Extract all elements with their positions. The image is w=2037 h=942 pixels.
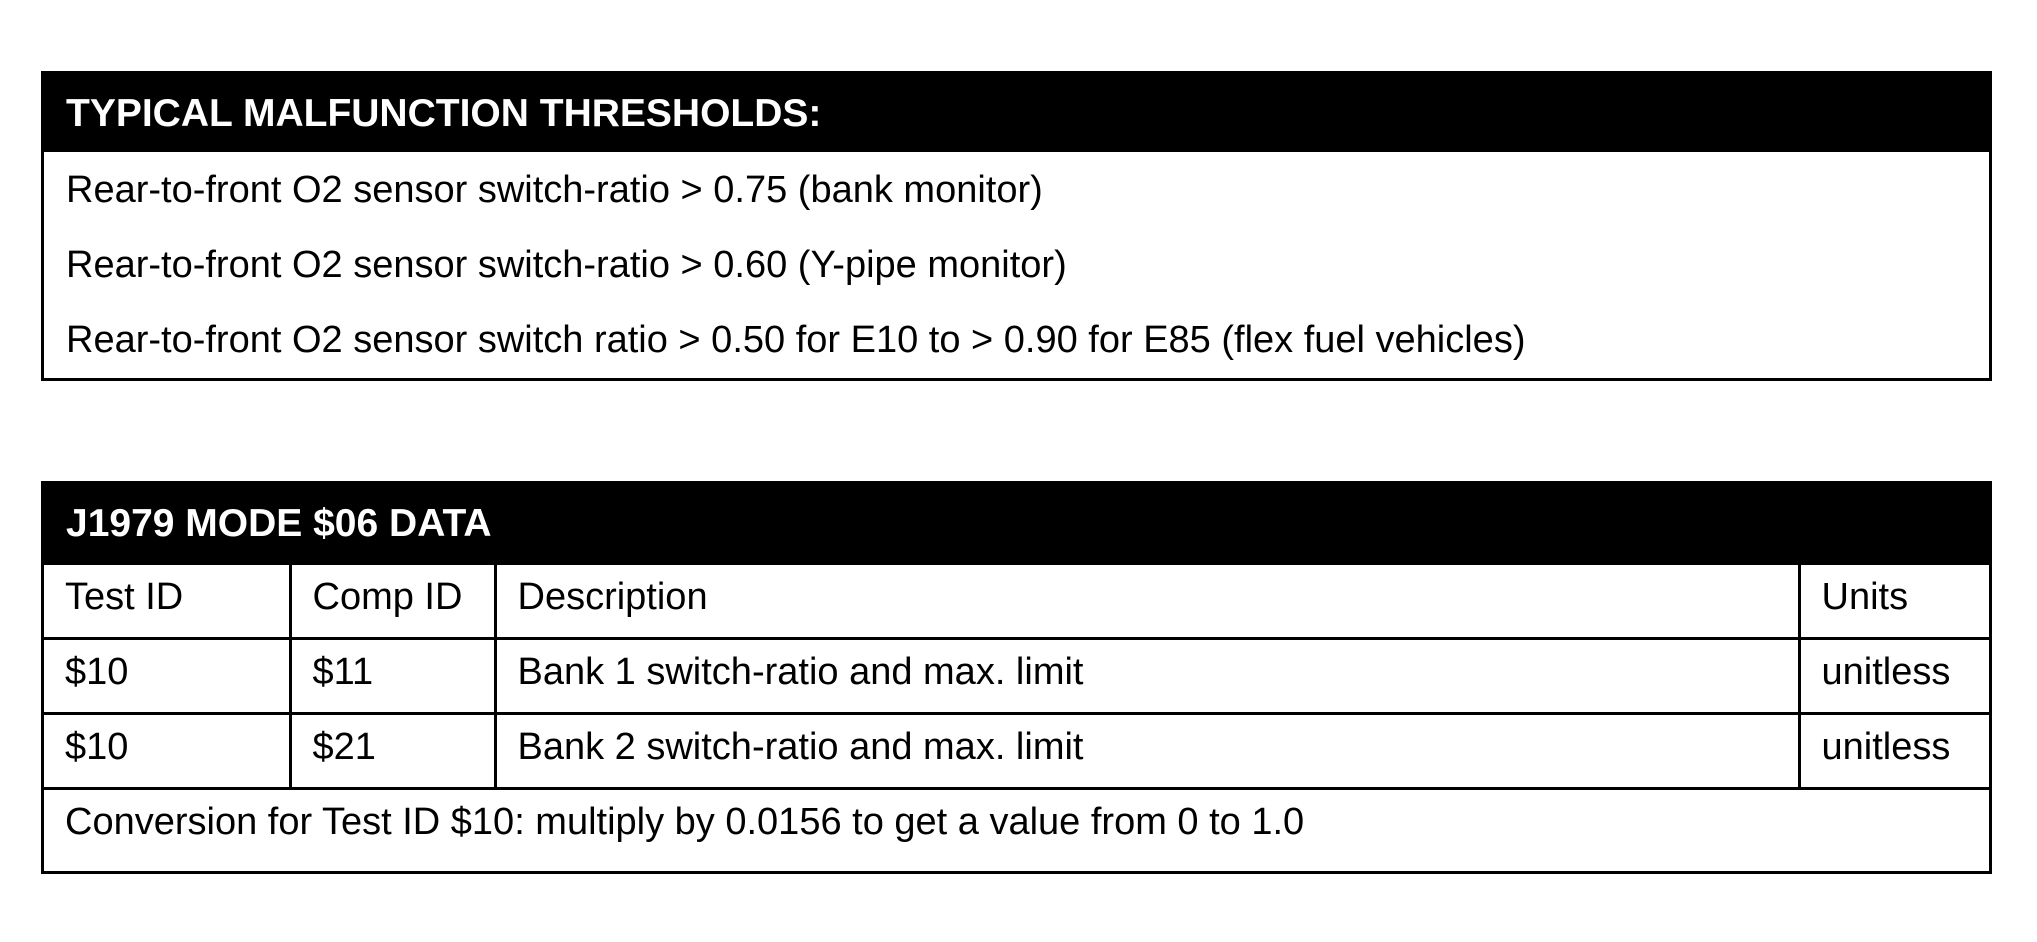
comp-id-cell: $11 — [290, 639, 495, 714]
conversion-note: Conversion for Test ID $10: multiply by 0.0156 to get a value from 0 to 1.0 — [44, 789, 1989, 864]
comp-id-cell: $21 — [290, 714, 495, 789]
mode06-data-panel — [41, 481, 1992, 874]
test-id-cell: $10 — [44, 714, 290, 789]
table-header-row — [44, 564, 1989, 639]
column-header-comp-id: Comp ID — [290, 564, 495, 639]
table-footer-row — [44, 789, 1989, 864]
description-cell: Bank 2 switch-ratio and max. limit — [495, 714, 1799, 789]
mode06-table — [44, 562, 1989, 864]
column-header-test-id: Test ID — [44, 564, 290, 639]
malfunction-thresholds-panel — [41, 71, 1992, 381]
thresholds-title: TYPICAL MALFUNCTION THRESHOLDS: — [44, 74, 1989, 152]
threshold-line-flexfuel: Rear-to-front O2 sensor switch ratio > 0.50 for E10 to > 0.90 for E85 (flex fuel vehicles) — [66, 318, 1526, 361]
test-id-cell: $10 — [44, 639, 290, 714]
column-header-units: Units — [1799, 564, 1989, 639]
threshold-line-ypipe: Rear-to-front O2 sensor switch-ratio > 0.60 (Y-pipe monitor) — [66, 243, 1067, 286]
units-cell: unitless — [1799, 714, 1989, 789]
thresholds-list — [44, 152, 1989, 377]
table-row — [44, 639, 1989, 714]
table-row — [44, 714, 1989, 789]
threshold-line-bank: Rear-to-front O2 sensor switch-ratio > 0.75 (bank monitor) — [66, 168, 1043, 211]
units-cell: unitless — [1799, 639, 1989, 714]
description-cell: Bank 1 switch-ratio and max. limit — [495, 639, 1799, 714]
column-header-description: Description — [495, 564, 1799, 639]
mode06-title: J1979 MODE $06 DATA — [44, 484, 1989, 562]
